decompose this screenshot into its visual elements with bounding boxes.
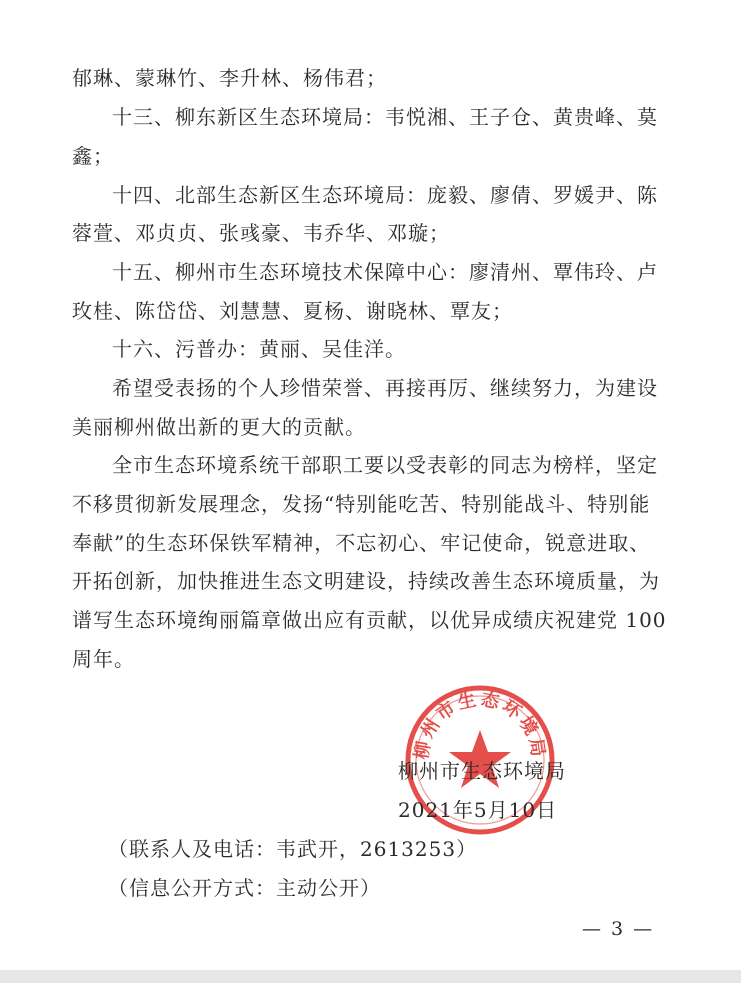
text-line-9: 希望受表扬的个人珍惜荣誉、再接再厉、继续努力，为建设 (112, 376, 658, 400)
disclosure-info: （信息公开方式：主动公开） (108, 876, 381, 900)
bottom-edge (0, 970, 741, 983)
text-line-13: 奉献”的生态环保铁军精神，不忘初心、牢记使命，锐意进取、 (72, 531, 651, 555)
text-line-11: 全市生态环境系统干部职工要以受表彰的同志为榜样，坚定 (112, 453, 658, 477)
text-line-15: 谱写生态环境绚丽篇章做出应有贡献，以优异成绩庆祝建党 100 (72, 608, 667, 632)
text-line-6: 十五、柳州市生态环境技术保障中心：廖清州、覃伟玲、卢 (112, 260, 658, 284)
text-line-12: 不移贯彻新发展理念，发扬“特别能吃苦、特别能战斗、特别能 (72, 492, 651, 516)
text-line-10: 美丽柳州做出新的更大的贡献。 (72, 415, 366, 439)
text-line-5: 蓉萱、邓贞贞、张彧豪、韦乔华、邓璇； (72, 221, 450, 245)
svg-text:柳州市生态环境局: 柳州市生态环境局 (411, 688, 549, 761)
contact-info: （联系人及电话：韦武开，2613253） (108, 837, 478, 861)
signature-date: 2021年5月10日 (398, 798, 558, 822)
text-line-2: 十三、柳东新区生态环境局：韦悦湘、王子仓、黄贵峰、莫 (112, 105, 658, 129)
page-number: — 3 — (582, 918, 655, 940)
text-line-3: 鑫； (72, 144, 114, 168)
text-line-7: 玫桂、陈岱岱、刘慧慧、夏杨、谢晓林、覃友； (72, 299, 513, 323)
text-line-4: 十四、北部生态新区生态环境局：庞毅、廖倩、罗媛尹、陈 (112, 183, 658, 207)
text-line-1: 郁琳、蒙琳竹、李升林、杨伟君； (72, 66, 387, 90)
text-line-16: 周年。 (72, 647, 135, 671)
text-line-8: 十六、污普办：黄丽、吴佳洋。 (112, 337, 406, 361)
signature-org: 柳州市生态环境局 (398, 759, 566, 783)
text-line-14: 开拓创新，加快推进生态文明建设，持续改善生态环境质量，为 (72, 569, 660, 593)
